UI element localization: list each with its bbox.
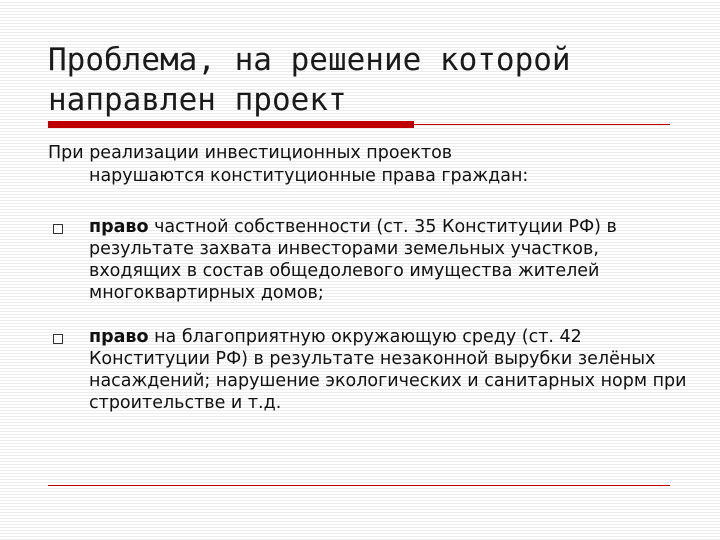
- intro-text: [48, 142, 688, 188]
- square-bullet-icon: [53, 334, 63, 344]
- bullet-keyword: право: [89, 327, 149, 347]
- bullet-item: [48, 326, 688, 414]
- intro-line-1: При реализации инвестиционных проектов: [48, 143, 453, 163]
- bullet-text: частной собственности (ст. 35 Конституции РФ) в результате захвата инвесторами земельных участков, входящих в состав общедолевого имущества жителей многоквартирных домов;: [89, 217, 617, 303]
- title-accent-bar: [48, 121, 414, 128]
- bottom-divider: [48, 485, 670, 486]
- intro-line-2: нарушаются конституционные права граждан:: [89, 166, 529, 186]
- bullet-keyword: право: [89, 217, 149, 237]
- bullet-text: на благоприятную окружающую среду (ст. 42 Конституции РФ) в результате незаконной вырубки зелёных насаждений; нарушение экологических и санитарных норм при строительстве и т.д.: [89, 327, 687, 413]
- bullet-list: [48, 216, 688, 414]
- square-bullet-icon: [53, 224, 63, 234]
- slide-title: Проблема, на решение которой направлен проект: [48, 42, 571, 118]
- bullet-item: [48, 216, 688, 304]
